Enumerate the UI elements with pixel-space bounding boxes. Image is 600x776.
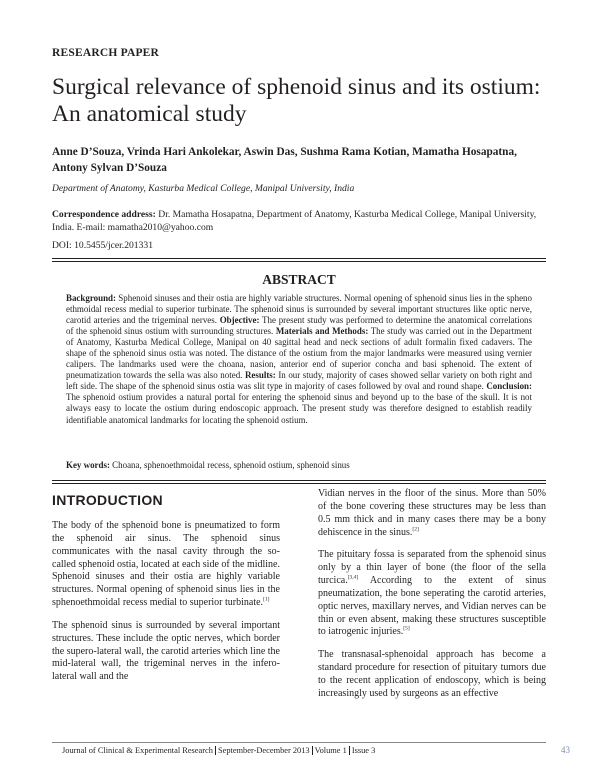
correspondence-label: Correspondence address: <box>52 209 156 220</box>
citation: [2] <box>412 526 419 533</box>
keywords-text: Choana, sphenoethmoidal recess, sphenoid ostium, sphenoid sinus <box>112 460 350 470</box>
journal-name: Journal of Clinical & Experimental Research <box>62 746 213 755</box>
citation: [1] <box>263 596 270 603</box>
issue: Issue 3 <box>351 746 376 755</box>
author-list: Anne D’Souza, Vrinda Hari Ankolekar, Aswin Das, Sushma Rama Kotian, Mamatha Hosapatna, Antony Sylvan D’Souza <box>52 146 517 174</box>
intro-paragraph-2-continued: Vidian nerves in the floor of the sinus. More than 50% of the bone covering these structures may be less than 0.5 mm thick and in many cases there may be a bony dehiscence in the sinus.[2] <box>318 488 546 538</box>
divider-top-second <box>52 261 546 262</box>
intro-paragraph-4: The transnasal-sphenoidal approach has become a standard procedure for resection of pituitary tumors due to the recent application of endoscopy, which is being increasingly used by surgeons as an effective <box>318 649 546 699</box>
page-number: 43 <box>561 745 570 755</box>
abstract-heading: ABSTRACT <box>262 272 336 287</box>
divider-bottom <box>52 480 546 481</box>
intro-paragraph-1: The body of the sphenoid bone is pneumatized to form the sphenoid air sinus. The sphenoid sinus communicates with the nasal cavity through the so-called sphenoid ostia, located at each side of the midline. Sphenoid sinuses and their ostia are highly variable structures. Normal opening of sphenoid sinus lies in the sphenoethmoidal recess medial to superior turbinate.[1] <box>52 520 280 609</box>
footer-divider <box>52 742 546 743</box>
citation: [3,4] <box>347 574 359 581</box>
correspondence <box>52 208 552 234</box>
divider-bottom-second <box>52 483 546 484</box>
issue-date: September-December 2013 <box>217 746 310 755</box>
keywords <box>66 460 532 470</box>
methods-label: Materials and Methods: <box>275 326 369 337</box>
background-label: Background: <box>66 293 116 303</box>
conclusion-text: The sphenoid ostium provides a natural portal for entering the sphenoid sinus and beyond up to the base of the skull. It is not always easy to locate the ostium during endoscopic approach. The present study was therefore designed to establish readily identifiable anatomical landmarks for locating the sphenoid ostium. <box>66 392 532 425</box>
conclusion-label: Conclusion: <box>486 381 533 392</box>
objective-label: Objective: <box>219 315 260 326</box>
objective-text: The present study was performed to determine the anatomical correlations of the sphenoid sinus ostium with surrounding structures. <box>66 315 532 337</box>
running-footer <box>62 746 375 755</box>
intro-paragraph-2: The sphenoid sinus is surrounded by several important structures. These include the optic nerves, which border the supero-lateral wall, the carotid arteries which line the mid-lateral wall, the trigeminal nerves in the infero-lateral wall and the <box>52 619 280 683</box>
introduction-heading: INTRODUCTION <box>52 492 163 508</box>
article-type-label: RESEARCH PAPER <box>52 47 160 59</box>
citation: [5] <box>403 626 410 633</box>
article-title: Surgical relevance of sphenoid sinus and its ostium: An anatomical study <box>52 74 541 127</box>
results-label: Results: <box>244 370 276 381</box>
abstract-body <box>66 293 532 426</box>
affiliation: Department of Anatomy, Kasturba Medical College, Manipal University, India <box>52 183 355 194</box>
results-text: In our study, majority of cases showed sellar variety on both right and left side. The shape of the sphenoid sinus ostia was slit type in majority of cases followed by oval and round shape. <box>66 370 533 392</box>
methods-text: The study was carried out in the Department of Anatomy, Kasturba Medical College, Manipal on 40 sagittal head and neck sections of adult formalin fixed cadavers. The shape of the sphenoid sinus ostia was noted. The distance of the ostium from the major landmarks were measured using vernier calipers. The landmarks used were the choana, nasion, anterior end of superior concha and basi sphenoid. The extent of pneumatization towards the sella was also noted. <box>66 326 532 381</box>
divider-top <box>52 258 546 259</box>
left-column <box>52 520 280 694</box>
correspondence-text: Dr. Mamatha Hosapatna, Department of Anatomy, Kasturba Medical College, Manipal University, India. E-mail: mamatha2010@yahoo.com <box>52 209 537 233</box>
volume: Volume 1 <box>314 746 347 755</box>
keywords-label: Key words: <box>66 460 110 470</box>
intro-paragraph-3: The pituitary fossa is separated from the sphenoid sinus only by a thin layer of bone (the floor of the sella turcica.[3,4] According to the extent of sinus pneumatization, the bone seperating the carotid arteries, optic nerves, maxillary nerves, and Vidian nerves can be thin or even absent, making these structures susceptible to iatrogenic injuries.[5] <box>318 549 546 638</box>
doi: DOI: 10.5455/jcer.201331 <box>52 240 153 251</box>
background-text: Sphenoid sinuses and their ostia are highly variable structures. Normal opening of sphenoid sinus lies in the spheno ethmoidal recess medial to superior turbinate. The sphenoid sinus is surrounded by several important structures like optic nerve, carotid arteries and the trigeminal nerves. <box>66 293 532 326</box>
right-column <box>318 488 546 711</box>
